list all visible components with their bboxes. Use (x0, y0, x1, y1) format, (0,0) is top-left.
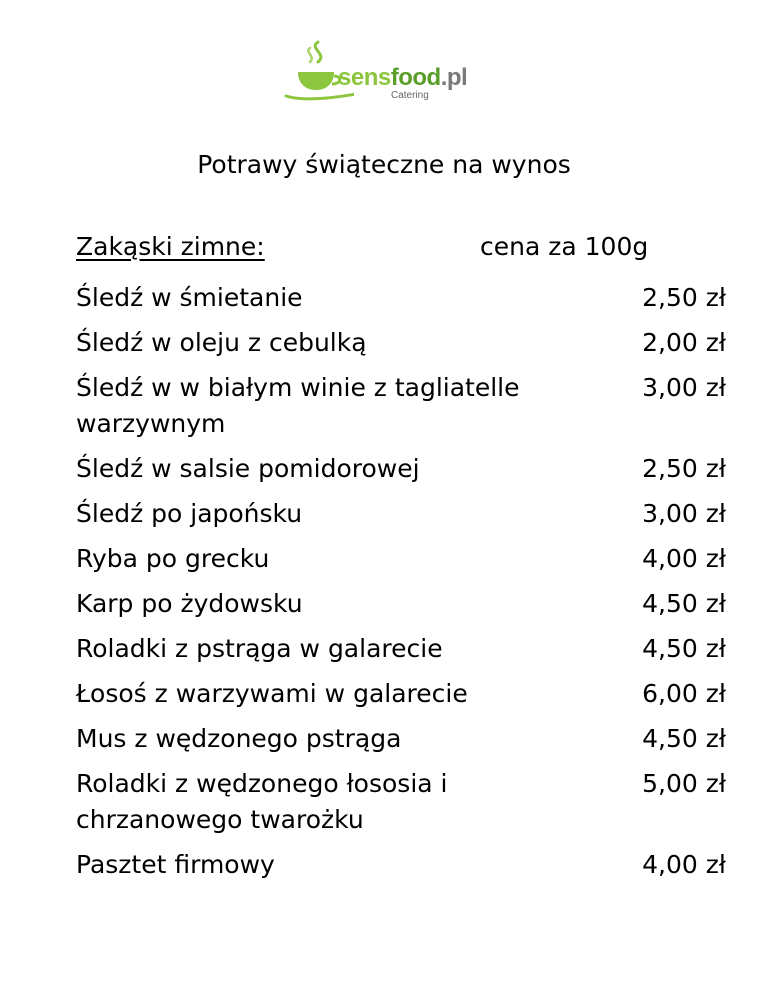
menu-item (76, 766, 726, 838)
menu-item-name: Pasztet firmowy (76, 850, 275, 879)
menu-item-price: 4,50 zł (642, 634, 726, 663)
menu-item-price: 2,00 zł (642, 328, 726, 357)
menu-item (76, 325, 726, 361)
menu-item (76, 631, 726, 667)
price-unit-label: cena za 100g (480, 232, 649, 261)
page-title: Potrawy świąteczne na wynos (197, 150, 571, 179)
menu-item-price: 4,50 zł (642, 724, 726, 753)
menu-item-name: Śledź w w białym winie z tagliatelle warzywnym (76, 373, 520, 438)
menu-item-price: 2,50 zł (642, 454, 726, 483)
menu-item (76, 496, 726, 532)
menu-item-price: 4,00 zł (642, 850, 726, 879)
menu-item-name: Śledź w salsie pomidorowej (76, 454, 420, 483)
menu-list (76, 280, 726, 892)
menu-item-name: Roladki z pstrąga w galarecie (76, 634, 443, 663)
menu-item-name: Śledź w śmietanie (76, 283, 303, 312)
menu-item (76, 280, 726, 316)
section-header (76, 232, 726, 268)
menu-item-price: 3,00 zł (642, 373, 726, 402)
menu-item-price: 6,00 zł (642, 679, 726, 708)
sensfood-logo (284, 36, 484, 106)
menu-item-name: Roladki z wędzonego łososia i chrzanowego twarożku (76, 769, 448, 834)
menu-item-price: 2,50 zł (642, 283, 726, 312)
menu-item-price: 4,00 zł (642, 544, 726, 573)
menu-item-name: Łosoś z warzywami w galarecie (76, 679, 468, 708)
logo-wordmark: sensfood.pl (338, 64, 468, 91)
menu-item-name: Karp po żydowsku (76, 589, 303, 618)
menu-item (76, 370, 726, 442)
menu-item-price: 3,00 zł (642, 499, 726, 528)
menu-item (76, 586, 726, 622)
menu-item-name: Śledź po japońsku (76, 499, 303, 528)
menu-item (76, 721, 726, 757)
menu-item (76, 451, 726, 487)
menu-item-name: Mus z wędzonego pstrąga (76, 724, 402, 753)
menu-item-name: Śledź w oleju z cebulką (76, 328, 367, 357)
section-heading: Zakąski zimne: (76, 232, 265, 261)
menu-item-price: 4,50 zł (642, 589, 726, 618)
logo-subtitle: Catering (391, 90, 429, 101)
menu-item (76, 541, 726, 577)
menu-item (76, 847, 726, 883)
menu-item-price: 5,00 zł (642, 769, 726, 798)
menu-item-name: Ryba po grecku (76, 544, 270, 573)
menu-item (76, 676, 726, 712)
